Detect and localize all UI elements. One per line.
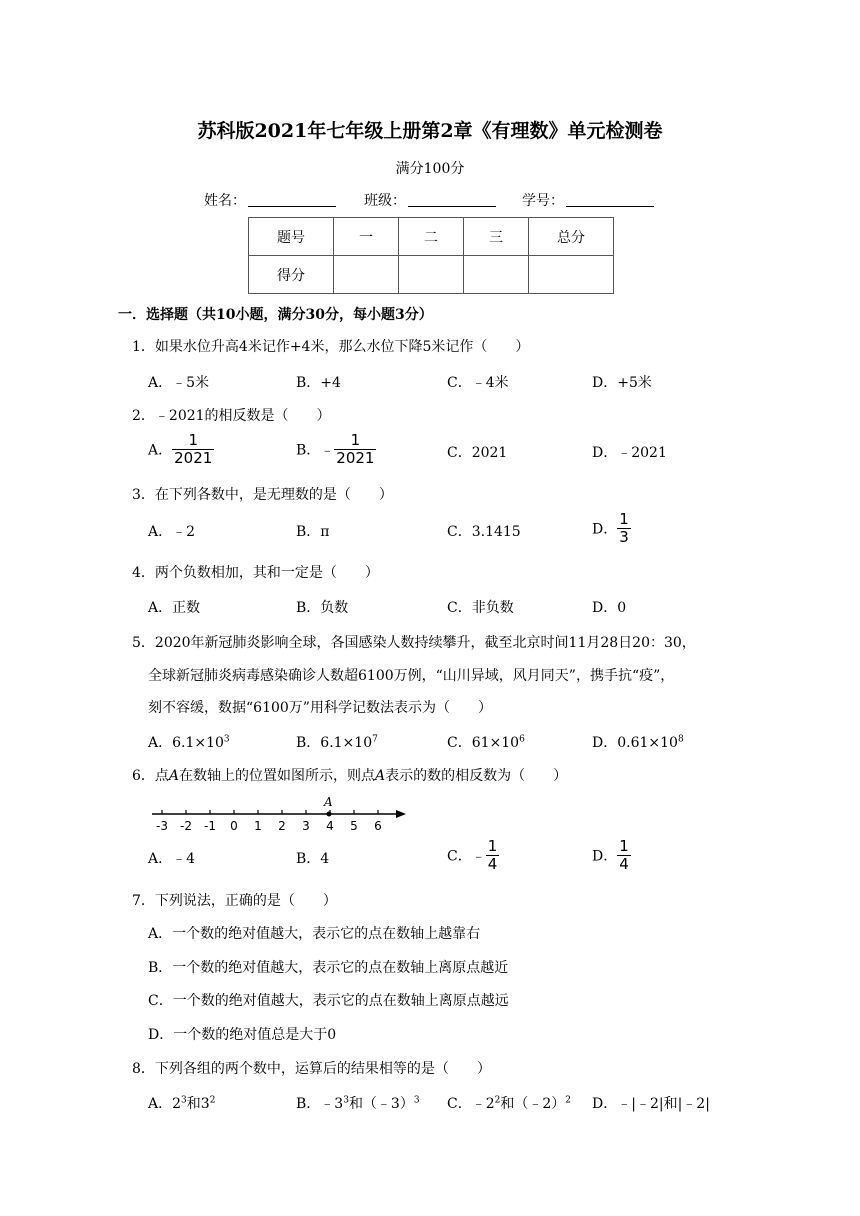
question-stem: 3．在下列各数中，是无理数的是（ ） (132, 487, 393, 503)
table-cell: 二 (399, 218, 464, 256)
option[interactable]: C．2021 (447, 445, 508, 461)
option[interactable] (447, 1093, 571, 1113)
option-text: A．6.1×10 (148, 735, 224, 751)
exponent: 8 (677, 734, 684, 745)
option[interactable]: D．0 (592, 600, 627, 616)
question-stem: 4．两个负数相加，其和一定是（ ） (132, 565, 379, 581)
exponent: 2 (494, 1095, 501, 1106)
name-blank[interactable] (248, 192, 336, 207)
option-letter: A． (148, 442, 173, 459)
number-line-tick-label: 2 (278, 819, 286, 833)
fraction (486, 838, 500, 873)
option[interactable]: B．一个数的绝对值越大，表示它的点在数轴上离原点越近 (148, 960, 509, 976)
id-blank[interactable] (566, 192, 654, 207)
point-a-label: A (324, 796, 333, 809)
full-score-label: 满分100分 (395, 161, 465, 177)
number-line-tick-label: 3 (302, 819, 310, 833)
question-stem: 1．如果水位升高4米记作+4米，那么水位下降5米记作（ ） (132, 339, 530, 355)
option[interactable]: C．3.1415 (447, 524, 521, 540)
option[interactable]: B．4 (296, 851, 330, 867)
exponent: 3 (223, 734, 230, 745)
question-stem-line: 全球新冠肺炎病毒感染确诊人数超6100万例，“山川异域，风月同天”，携手抗“疫”， (148, 668, 675, 684)
option[interactable]: D．+5米 (592, 375, 652, 391)
class-label: 班级： (364, 193, 406, 209)
variable-a: A (375, 768, 386, 784)
class-field[interactable] (364, 190, 496, 210)
option[interactable] (148, 732, 230, 752)
option[interactable]: B．+4 (296, 375, 341, 391)
exponent: 2 (209, 1095, 216, 1106)
question-stem (132, 765, 567, 785)
table-row (249, 218, 614, 256)
option[interactable] (592, 511, 631, 546)
option-text: B．﹣3 (296, 1096, 344, 1112)
option-letter: B．﹣ (296, 442, 335, 459)
student-id-field[interactable] (522, 190, 654, 210)
option[interactable] (148, 1093, 215, 1113)
question-stem-line: 刻不容缓，数据“6100万”用科学记数法表示为（ ） (148, 700, 492, 716)
number-line-figure (152, 796, 412, 836)
number-line-tick-label: -3 (156, 819, 168, 833)
stem-part: 在数轴上的位置如图所示，则点 (179, 768, 376, 784)
denominator: 2021 (336, 449, 375, 467)
question-stem-line: 5．2020年新冠肺炎影响全球，各国感染人数持续攀升，截至北京时间11月28日20：30， (132, 635, 696, 651)
option[interactable]: C．非负数 (447, 600, 514, 616)
exponent: 6 (519, 734, 525, 745)
question-stem: 8．下列各组的两个数中，运算后的结果相等的是（ ） (132, 1061, 491, 1077)
option[interactable]: C．﹣4米 (447, 375, 509, 391)
denominator: 4 (619, 855, 629, 873)
option[interactable] (447, 732, 525, 752)
option[interactable]: B．负数 (296, 600, 349, 616)
stem-part: 表示的数的相反数为（ ） (385, 768, 568, 784)
number-line-tick-label: -2 (180, 819, 192, 833)
number-line-tick-label: 0 (230, 819, 238, 833)
class-blank[interactable] (408, 192, 496, 207)
question-stem: 2．﹣2021的相反数是（ ） (132, 408, 331, 424)
number-line-tick-label: 4 (326, 819, 334, 833)
option[interactable] (148, 432, 214, 467)
number-line-tick-label: 1 (254, 819, 262, 833)
option[interactable]: A．一个数的绝对值越大，表示它的点在数轴上越靠右 (148, 926, 481, 942)
option[interactable] (447, 838, 499, 873)
option-text: 和（﹣2） (500, 1096, 566, 1112)
exponent: 3 (181, 1095, 187, 1106)
denominator: 2021 (174, 449, 213, 467)
fraction (334, 432, 376, 467)
table-cell: 题号 (249, 218, 334, 256)
option[interactable] (296, 432, 376, 467)
question-stem: 7．下列说法，正确的是（ ） (132, 893, 337, 909)
option[interactable]: A．﹣4 (148, 851, 196, 867)
numerator: 1 (619, 837, 629, 855)
option[interactable]: B．π (296, 524, 330, 540)
option[interactable]: A．﹣5米 (148, 375, 210, 391)
option[interactable] (592, 838, 631, 873)
point-a-marker (327, 812, 332, 817)
table-cell: 三 (464, 218, 529, 256)
name-label: 姓名： (204, 193, 246, 209)
page-title: 苏科版2021年七年级上册第2章《有理数》单元检测卷 (197, 120, 663, 142)
score-input-cell[interactable] (334, 256, 399, 294)
option[interactable]: D．﹣2021 (592, 445, 667, 461)
option-text: A．2 (148, 1096, 182, 1112)
exponent: 3 (343, 1095, 349, 1106)
numerator: 1 (350, 431, 361, 449)
option[interactable]: C．一个数的绝对值越大，表示它的点在数轴上离原点越远 (148, 993, 509, 1009)
table-cell: 一 (334, 218, 399, 256)
name-field[interactable] (204, 190, 336, 210)
option[interactable] (296, 732, 378, 752)
option[interactable]: D．一个数的绝对值总是大于0 (148, 1027, 337, 1043)
number-line-tick-label: -1 (204, 819, 216, 833)
exponent: 7 (372, 734, 378, 745)
fraction (617, 511, 631, 546)
option-text: C．﹣2 (447, 1096, 495, 1112)
option[interactable]: A．正数 (148, 600, 201, 616)
section-heading: 一．选择题（共10小题，满分30分，每小题3分） (118, 307, 433, 323)
table-cell: 总分 (529, 218, 614, 256)
option-text: C．61×10 (447, 735, 520, 751)
option-text: D．0.61×10 (592, 735, 678, 751)
table-row (249, 256, 614, 294)
fraction (617, 838, 631, 873)
option[interactable] (296, 1093, 420, 1113)
option[interactable]: A．﹣2 (148, 524, 196, 540)
numerator: 1 (487, 837, 498, 855)
id-label: 学号： (522, 193, 564, 209)
fraction (172, 432, 214, 467)
option-text: B．6.1×10 (296, 735, 373, 751)
variable-a: A (168, 768, 180, 784)
option-letter: D． (592, 848, 618, 865)
score-table (248, 217, 614, 294)
exponent: 2 (565, 1095, 572, 1106)
number-line-arrow-icon (396, 810, 406, 818)
numerator: 1 (188, 431, 198, 449)
exponent: 3 (413, 1095, 420, 1106)
score-input-cell[interactable] (529, 256, 614, 294)
option-letter: D． (592, 521, 618, 538)
number-line-tick-label: 5 (350, 819, 358, 833)
option[interactable]: D．﹣|﹣2|和|﹣2| (592, 1096, 710, 1112)
option-letter: C．﹣ (447, 848, 486, 865)
option-text: 和（﹣3） (348, 1096, 414, 1112)
denominator: 3 (619, 528, 629, 546)
table-cell: 得分 (249, 256, 334, 294)
score-input-cell[interactable] (464, 256, 529, 294)
score-input-cell[interactable] (399, 256, 464, 294)
option-text: 和3 (186, 1096, 210, 1112)
number-line-tick-label: 6 (374, 819, 382, 833)
stem-part: 6．点 (132, 768, 169, 784)
denominator: 4 (487, 855, 498, 873)
option[interactable] (592, 732, 684, 752)
numerator: 1 (619, 510, 629, 528)
